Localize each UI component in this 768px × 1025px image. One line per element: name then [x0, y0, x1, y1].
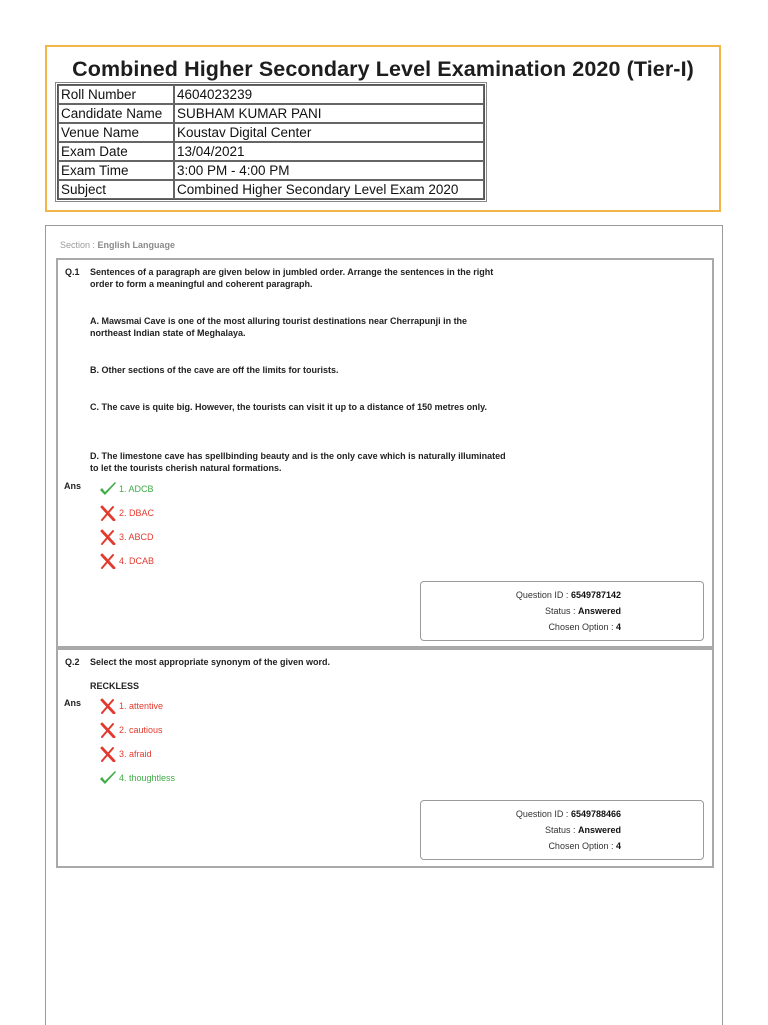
- candidate-info-table: [57, 84, 485, 200]
- question-word: RECKLESS: [90, 681, 140, 691]
- answer-option: [98, 529, 154, 545]
- question-id-label: Question ID :: [515, 809, 571, 819]
- chosen-option-value: 4: [615, 841, 621, 851]
- option-text: 4. thoughtless: [119, 773, 176, 783]
- question-number: Q.2: [65, 657, 80, 667]
- info-label: Venue Name: [58, 123, 174, 142]
- info-label: Roll Number: [58, 85, 174, 104]
- status-label: Status :: [544, 825, 578, 835]
- answer-label: Ans: [64, 698, 82, 708]
- option-text: 4. DCAB: [119, 556, 155, 566]
- question-stem: Select the most appropriate synonym of the given word.: [90, 657, 331, 667]
- question-card: [56, 258, 714, 648]
- info-row: [58, 161, 484, 180]
- info-value: Combined Higher Secondary Level Exam 2020: [174, 180, 484, 199]
- option-text: 3. ABCD: [119, 532, 154, 542]
- status-value: Answered: [577, 825, 621, 835]
- option-text: 2. DBAC: [119, 508, 155, 518]
- chosen-option-label: Chosen Option :: [548, 622, 616, 632]
- info-value: 13/04/2021: [174, 142, 484, 161]
- question-meta-box: [420, 800, 704, 860]
- section-prefix: Section :: [60, 240, 98, 250]
- status-row: [421, 606, 621, 616]
- info-value: 3:00 PM - 4:00 PM: [174, 161, 484, 180]
- info-row: [58, 104, 484, 123]
- info-value: SUBHAM KUMAR PANI: [174, 104, 484, 123]
- check-icon: [98, 770, 118, 786]
- answer-label: Ans: [64, 481, 82, 491]
- question-id-row: [421, 809, 621, 819]
- answer-option: [98, 553, 154, 569]
- exam-title: Combined Higher Secondary Level Examination 2020 (Tier-I): [72, 57, 694, 81]
- check-icon: [98, 481, 118, 497]
- answer-option: [98, 722, 163, 738]
- cross-icon: [98, 505, 118, 521]
- question-id-label: Question ID :: [515, 590, 571, 600]
- option-text: 2. cautious: [119, 725, 163, 735]
- section-panel: [45, 225, 723, 1025]
- question-meta-box: [420, 581, 704, 641]
- candidate-header: [45, 45, 721, 212]
- info-label: Candidate Name: [58, 104, 174, 123]
- question-statement: D. The limestone cave has spellbinding beauty and is the only cave which is naturally illuminated to let the tourists cherish natural formations.: [90, 451, 506, 473]
- info-label: Exam Time: [58, 161, 174, 180]
- chosen-option-row: [421, 841, 621, 851]
- cross-icon: [98, 722, 118, 738]
- answer-option: [98, 698, 163, 714]
- cross-icon: [98, 746, 118, 762]
- question-stem: Sentences of a paragraph are given below in jumbled order. Arrange the sentences in the right order to form a meaningful and coherent paragraph.: [90, 267, 494, 289]
- answer-option: [98, 770, 175, 786]
- status-label: Status :: [544, 606, 578, 616]
- question-statement: B. Other sections of the cave are off the limits for tourists.: [90, 365, 339, 375]
- chosen-option-label: Chosen Option :: [548, 841, 616, 851]
- chosen-option-value: 4: [615, 622, 621, 632]
- option-text: 1. attentive: [119, 701, 164, 711]
- info-label: Subject: [58, 180, 174, 199]
- question-id: 6549788466: [570, 809, 621, 819]
- option-text: 1. ADCB: [119, 484, 154, 494]
- section-name: English Language: [97, 240, 176, 250]
- cross-icon: [98, 698, 118, 714]
- chosen-option-row: [421, 622, 621, 632]
- info-value: 4604023239: [174, 85, 484, 104]
- cross-icon: [98, 553, 118, 569]
- cross-icon: [98, 529, 118, 545]
- section-label: [60, 240, 175, 250]
- info-label: Exam Date: [58, 142, 174, 161]
- info-row: [58, 85, 484, 104]
- info-row: [58, 142, 484, 161]
- answer-option: [98, 481, 154, 497]
- status-value: Answered: [577, 606, 621, 616]
- answer-option: [98, 746, 152, 762]
- info-row: [58, 123, 484, 142]
- option-text: 3. afraid: [119, 749, 152, 759]
- question-id: 6549787142: [570, 590, 621, 600]
- question-statement: A. Mawsmai Cave is one of the most alluring tourist destinations near Cherrapunji in the northeast Indian state of Meghalaya.: [90, 316, 468, 338]
- question-card: [56, 648, 714, 868]
- answer-option: [98, 505, 154, 521]
- status-row: [421, 825, 621, 835]
- info-row: [58, 180, 484, 199]
- question-id-row: [421, 590, 621, 600]
- question-statement: C. The cave is quite big. However, the tourists can visit it up to a distance of 150 metres only.: [90, 402, 487, 412]
- question-number: Q.1: [65, 267, 80, 277]
- info-value: Koustav Digital Center: [174, 123, 484, 142]
